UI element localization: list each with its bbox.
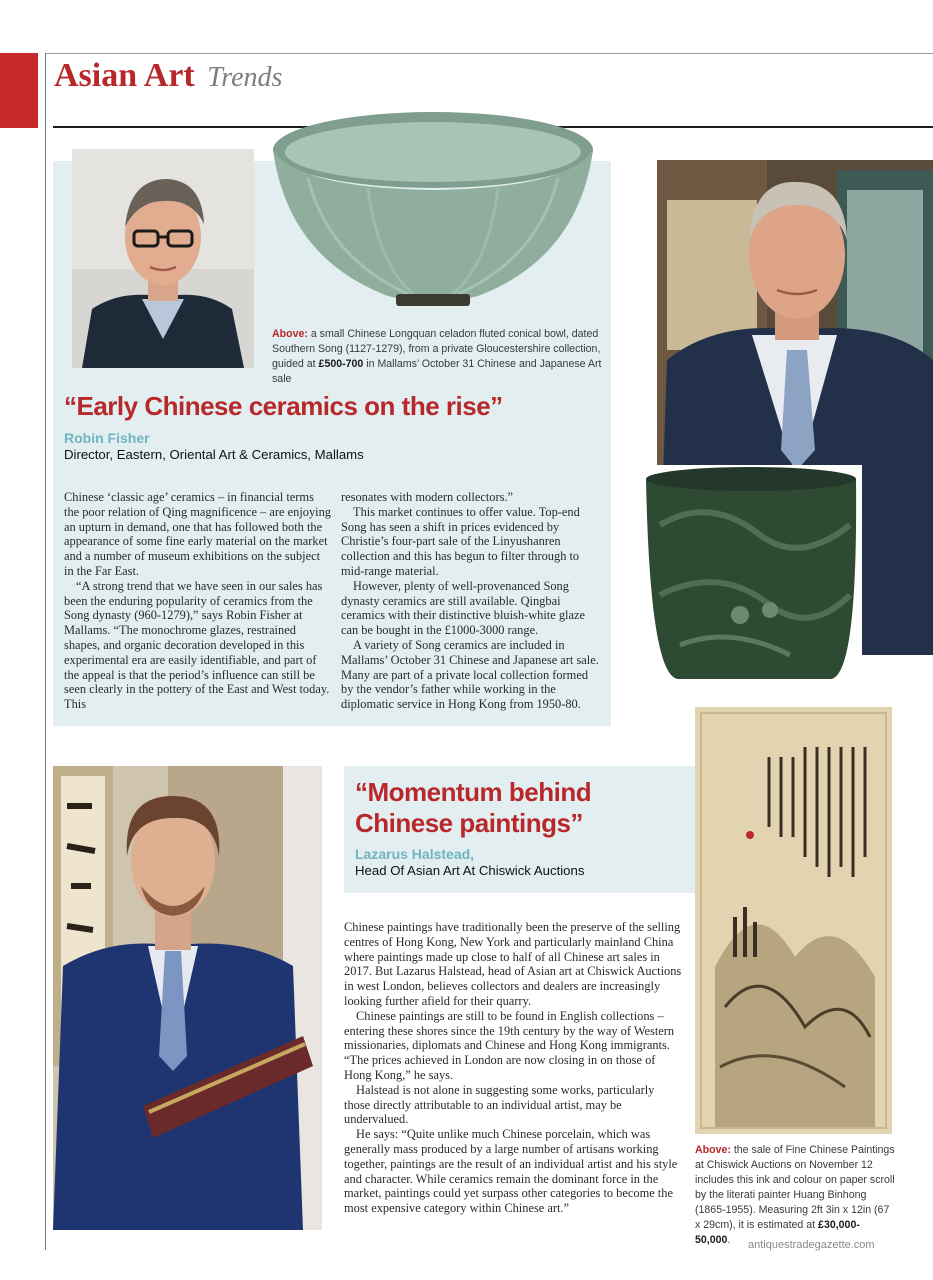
portrait-lazarus-halstead — [53, 766, 322, 1230]
jade-brush-pot-image — [640, 465, 862, 687]
caption-text-end: in Mallams’ October 31 Chinese and Japanese Art sale — [272, 358, 602, 385]
top-rule — [45, 53, 933, 54]
caption-text-end: . — [727, 1234, 731, 1246]
article-2-role: Head Of Asian Art At Chiswick Auctions — [355, 863, 585, 878]
caption-label: Above: — [695, 1144, 731, 1156]
article-1-headline: “Early Chinese ceramics on the rise” — [64, 391, 503, 421]
caption-estimate: £500-700 — [318, 358, 364, 370]
article-2-author: Lazarus Halstead, — [355, 846, 475, 862]
paragraph: “A strong trend that we have seen in our sales has been the enduring popularity of ceramics from the Song dynasty (960-1279),” says Robin Fisher at Mallams. “The monochrome glazes, restrained shapes, and organic decoration developed in this experimental era are easily identifiable, and part of the appeal is that the period’s influence can still be seen clearly in the pottery of the East and West today. This — [64, 578, 330, 712]
huang-binhong-scroll-image — [695, 707, 892, 1134]
paragraph: resonates with modern collectors.” — [341, 490, 514, 504]
article-2-body — [344, 920, 682, 1216]
caption-estimate: £30,000-50,000 — [695, 1219, 860, 1246]
section-color-tab — [0, 53, 38, 128]
paragraph: Chinese paintings are still to be found in English collections – entering these shores since the 19th century by the way of Western missionaries, diplomats and Chinese and Hong Kong immigrants. “The prices achieved in London are now closing in on those of Hong Kong,” he says. — [344, 1008, 675, 1082]
article-1-column-2 — [341, 490, 599, 712]
paragraph: Chinese paintings have traditionally been the preserve of the selling centres of Hong Kong, New York and particularly mainland China where paintings made up close to half of all Chinese art sales in 2017. But Lazarus Halstead, head of Asian art at Chiswick Auctions in west London, believes collectors and dealers are increasingly looking further afield for their quarry. — [344, 920, 682, 1008]
caption-text: the sale of Fine Chinese Paintings at Chiswick Auctions on November 12 includes this ink and colour on paper scroll by the literati painter Huang Binhong (1865-1955). Measuring 2ft 3in x 12in (67 x 29cm), it is estimated at — [695, 1144, 895, 1231]
paragraph: Halstead is not alone in suggesting some works, particularly those directly attributable to an individual artist, may be undervalued. — [344, 1082, 655, 1127]
celadon-bowl-image — [268, 108, 598, 313]
portrait-robin-fisher — [72, 149, 254, 368]
caption-label: Above: — [272, 328, 308, 340]
section-title — [54, 56, 282, 98]
caption-text: a small Chinese Longquan celadon fluted conical bowl, dated Southern Song (1127-1279), from a private Gloucestershire collection, guided at — [272, 328, 601, 370]
paragraph: He says: “Quite unlike much Chinese porcelain, which was generally mass produced by a large number of artisans working together, paintings are the result of an individual artist and his style and character. While ceramics remain the dominant force in the market, paintings could yet surpass other categories to become the most expensive category within Chinese art.” — [344, 1127, 678, 1216]
paragraph: A variety of Song ceramics are included in Mallams’ October 31 Chinese and Japanese art sale. Many are part of a private local collection formed by the vendor’s father while working in the diplomatic service in Hong Kong from 1950-80. — [341, 637, 599, 712]
left-margin-rule — [45, 53, 46, 1250]
article-1-column-1 — [64, 490, 332, 712]
paragraph: Chinese ‘classic age’ ceramics – in financial terms the poor relation of Qing magnificence – are enjoying an upturn in demand, one that has followed both the appearance of some fine early material on the market and a number of museum exhibitions on the subject in the Far East. — [64, 490, 331, 578]
article-1-author: Robin Fisher — [64, 430, 150, 446]
scroll-caption — [695, 1143, 895, 1248]
footer-site-url: antiquestradegazette.com — [748, 1239, 875, 1251]
subsection-name: Trends — [207, 62, 283, 93]
section-name: Asian Art — [54, 57, 195, 94]
paragraph: However, plenty of well-provenanced Song dynasty ceramics are still available. Qingbai ceramics with their distinctive bluish-white glaze can be bought in the £1000-3000 range. — [341, 578, 585, 638]
article-2-headline: “Momentum behind Chinese paintings” — [355, 777, 592, 838]
bowl-caption — [272, 327, 607, 387]
paragraph: This market continues to offer value. Top-end Song has seen a shift in prices evidenced by Christie’s four-part sale of the Linyushanren collection and this has begun to filter through to mid-range material. — [341, 504, 580, 578]
article-1-role: Director, Eastern, Oriental Art & Ceramics, Mallams — [64, 447, 364, 462]
